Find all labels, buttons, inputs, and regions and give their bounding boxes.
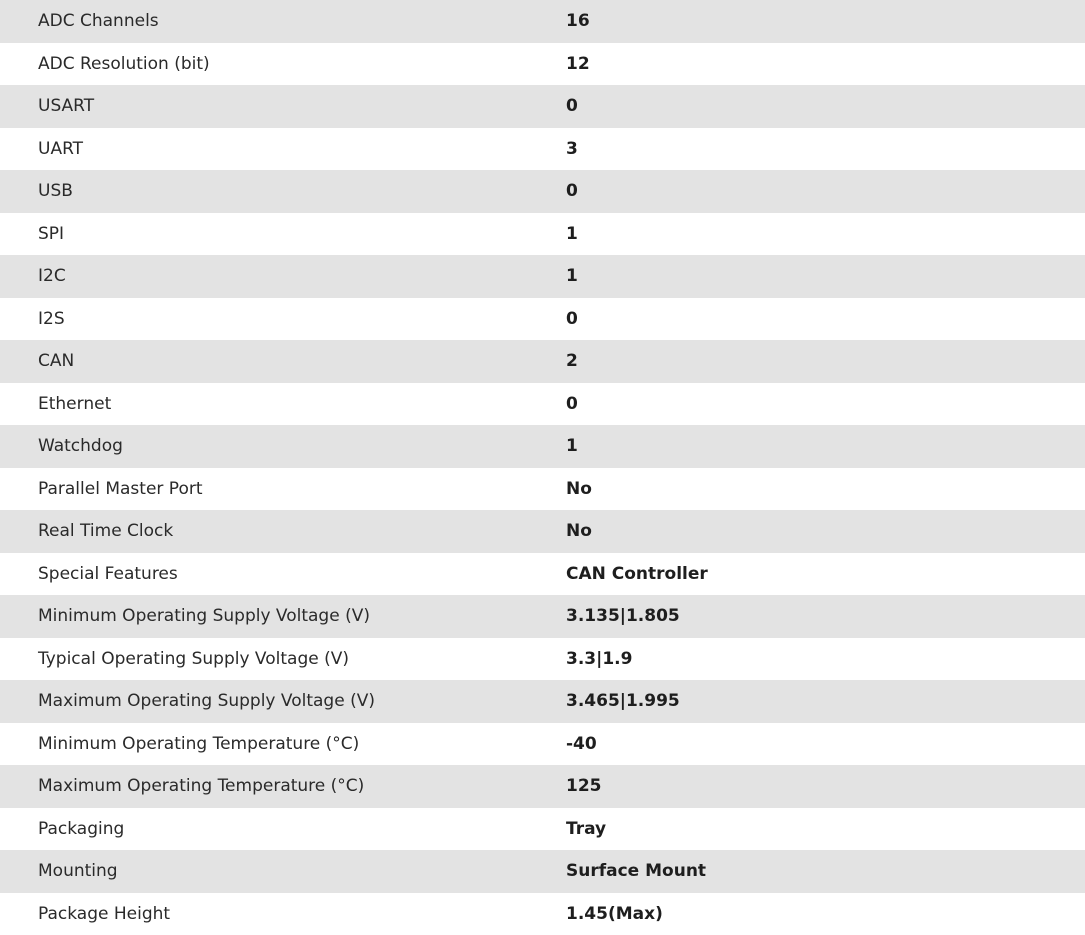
- spec-value: 16: [566, 0, 1085, 43]
- spec-name: Minimum Operating Temperature (°C): [0, 723, 566, 766]
- spec-row: [0, 595, 1085, 638]
- spec-name: SPI: [0, 213, 566, 256]
- spec-value: 3: [566, 128, 1085, 171]
- spec-value: 3.3|1.9: [566, 638, 1085, 681]
- spec-value: CAN Controller: [566, 553, 1085, 596]
- spec-row: [0, 765, 1085, 808]
- spec-row: [0, 723, 1085, 766]
- spec-name: I2C: [0, 255, 566, 298]
- spec-value: 1: [566, 425, 1085, 468]
- spec-name: CAN: [0, 340, 566, 383]
- spec-value: 0: [566, 383, 1085, 426]
- spec-name: Packaging: [0, 808, 566, 851]
- spec-row: [0, 128, 1085, 171]
- spec-name: Typical Operating Supply Voltage (V): [0, 638, 566, 681]
- spec-name: Special Features: [0, 553, 566, 596]
- spec-row: [0, 553, 1085, 596]
- spec-name: USB: [0, 170, 566, 213]
- spec-value: 3.135|1.805: [566, 595, 1085, 638]
- spec-row: [0, 425, 1085, 468]
- spec-value: No: [566, 510, 1085, 553]
- spec-row: [0, 170, 1085, 213]
- spec-name: Parallel Master Port: [0, 468, 566, 511]
- spec-value: 12: [566, 43, 1085, 86]
- spec-name: Watchdog: [0, 425, 566, 468]
- spec-row: [0, 213, 1085, 256]
- spec-value: 3.465|1.995: [566, 680, 1085, 723]
- spec-row: [0, 468, 1085, 511]
- spec-value: 0: [566, 298, 1085, 341]
- spec-name: Mounting: [0, 850, 566, 893]
- spec-row: [0, 43, 1085, 86]
- spec-value: 1: [566, 255, 1085, 298]
- spec-name: Ethernet: [0, 383, 566, 426]
- spec-name: ADC Resolution (bit): [0, 43, 566, 86]
- spec-value: 125: [566, 765, 1085, 808]
- spec-name: Package Height: [0, 893, 566, 935]
- spec-name: Real Time Clock: [0, 510, 566, 553]
- spec-row: [0, 85, 1085, 128]
- spec-name: UART: [0, 128, 566, 171]
- spec-row: [0, 0, 1085, 43]
- spec-value: No: [566, 468, 1085, 511]
- spec-row: [0, 808, 1085, 851]
- spec-row: [0, 298, 1085, 341]
- spec-name: USART: [0, 85, 566, 128]
- spec-row: [0, 383, 1085, 426]
- spec-name: Minimum Operating Supply Voltage (V): [0, 595, 566, 638]
- spec-row: [0, 510, 1085, 553]
- spec-value: 2: [566, 340, 1085, 383]
- spec-row: [0, 255, 1085, 298]
- spec-value: 0: [566, 85, 1085, 128]
- spec-value: Tray: [566, 808, 1085, 851]
- spec-row: [0, 680, 1085, 723]
- spec-name: I2S: [0, 298, 566, 341]
- spec-row: [0, 850, 1085, 893]
- spec-name: ADC Channels: [0, 0, 566, 43]
- spec-row: [0, 638, 1085, 681]
- spec-value: Surface Mount: [566, 850, 1085, 893]
- spec-name: Maximum Operating Supply Voltage (V): [0, 680, 566, 723]
- spec-value: 0: [566, 170, 1085, 213]
- spec-value: 1.45(Max): [566, 893, 1085, 935]
- spec-row: [0, 893, 1085, 935]
- spec-name: Maximum Operating Temperature (°C): [0, 765, 566, 808]
- spec-value: 1: [566, 213, 1085, 256]
- spec-row: [0, 340, 1085, 383]
- spec-value: -40: [566, 723, 1085, 766]
